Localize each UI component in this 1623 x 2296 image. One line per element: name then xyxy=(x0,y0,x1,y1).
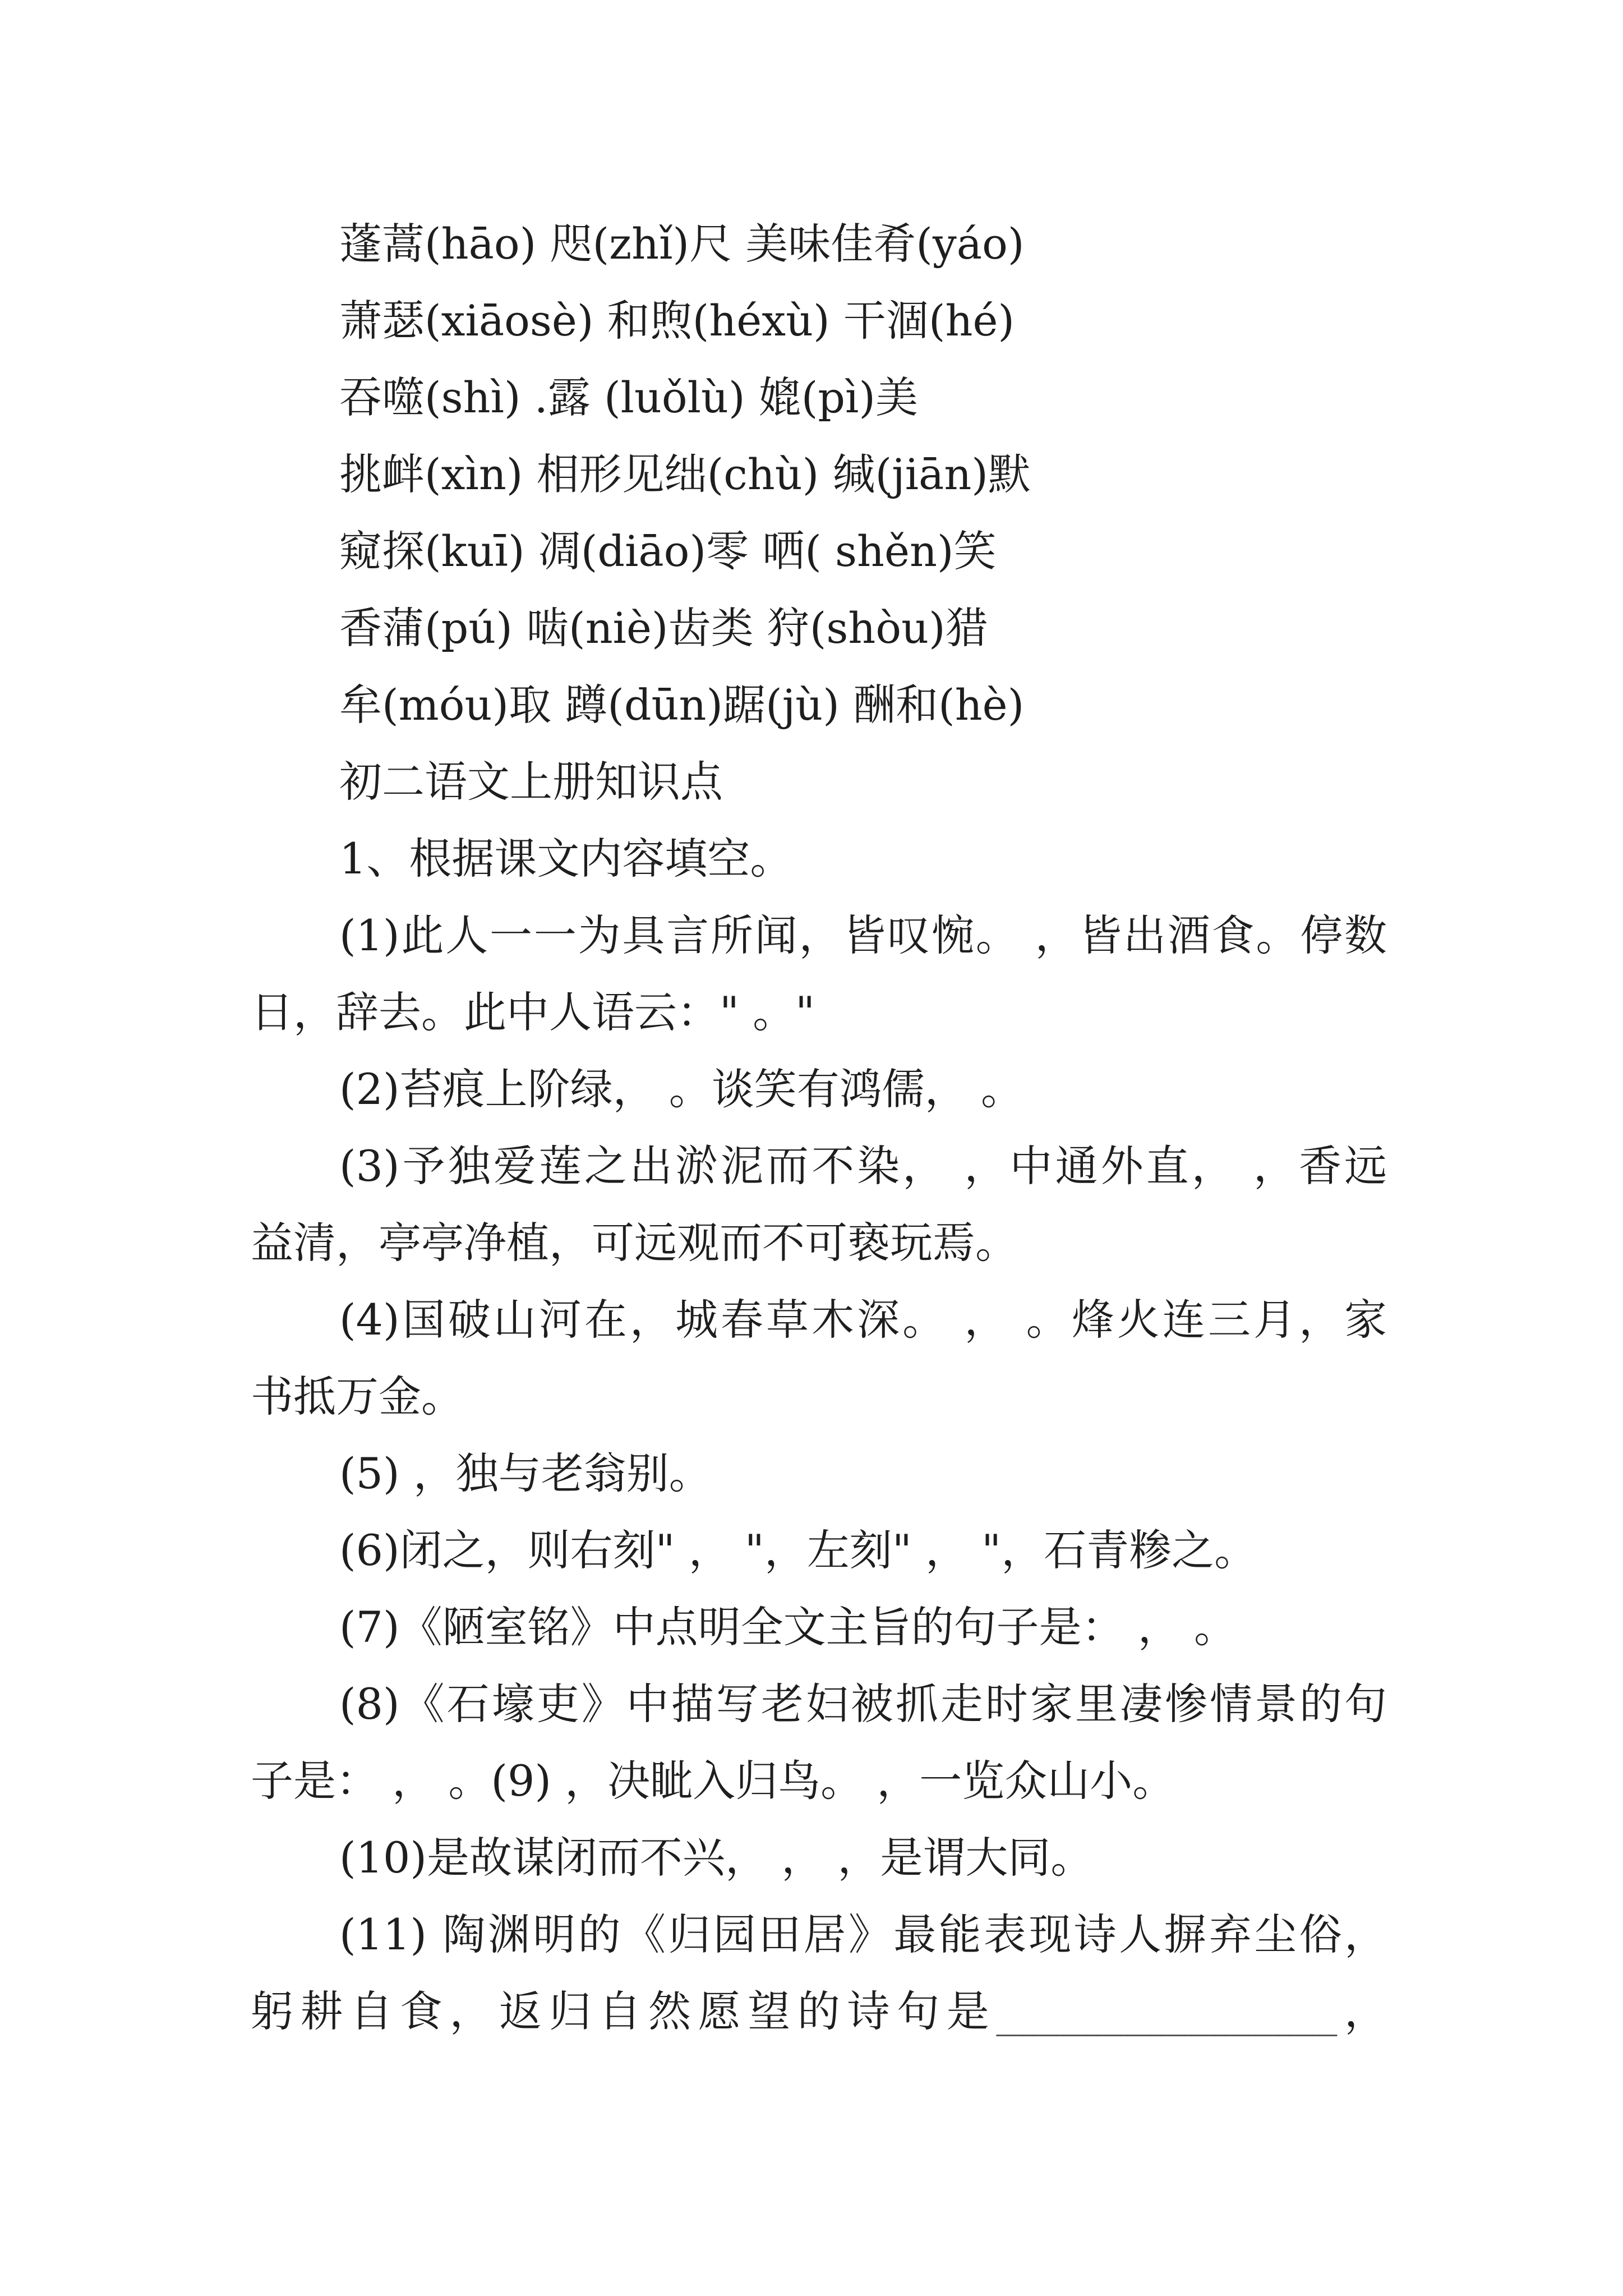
pinyin-line: 蓬蒿(hāo) 咫(zhǐ)尺 美味佳肴(yáo) xyxy=(339,219,1025,269)
fill-item-line: (7)《陋室铭》中点明全文主旨的句子是： ， 。 xyxy=(339,1602,1237,1652)
pinyin-line: 萧瑟(xiāosè) 和煦(héxù) 干涸(hé) xyxy=(339,296,1015,346)
fill-item-8-9 xyxy=(0,1665,1623,1819)
fill-item-line: (6)闭之，则右刻" ， "，左刻" ， "，石青糁之。 xyxy=(339,1525,1257,1575)
fill-item-line: (10)是故谋闭而不兴， ， ，是谓大同。 xyxy=(339,1833,1094,1883)
fill-item-line: (2)苔痕上阶绿， 。谈笑有鸿儒， 。 xyxy=(339,1064,1023,1114)
section-title: 初二语文上册知识点 xyxy=(339,757,723,807)
fill-item-line: (11) 陶渊明的《归园田居》最能表现诗人摒弃尘俗， xyxy=(339,1910,1387,1959)
fill-item-line: 日，辞去。此中人语云：" 。" xyxy=(251,987,815,1037)
fill-item-4 xyxy=(0,1281,1623,1435)
answer-blank: ________________ xyxy=(996,1986,1338,2036)
fill-item-line: (1)此人一一为具言所闻，皆叹惋。 ，皆出酒食。停数 xyxy=(339,910,1387,960)
pinyin-line: 窥探(kuī) 凋(diāo)零 哂( shěn)笑 xyxy=(339,526,997,576)
fill-item-line: (4)国破山河在，城春草木深。 ， 。烽火连三月，家 xyxy=(339,1295,1387,1345)
pinyin-line: 香蒲(pú) 啮(niè)齿类 狩(shòu)猎 xyxy=(339,603,988,653)
fill-item-line: 子是： ， 。(9) ，决眦入归鸟。 ，一览众山小。 xyxy=(251,1756,1175,1806)
fill-item-1 xyxy=(0,897,1623,1051)
question-heading: 1、根据课文内容填空。 xyxy=(339,834,793,884)
pinyin-line: 吞噬(shì) .露 (luǒlù) 媲(pì)美 xyxy=(339,372,919,422)
fill-item-line: (8)《石壕吏》中描写老妇被抓走时家里凄惨情景的句 xyxy=(339,1679,1387,1729)
fill-item-5 xyxy=(0,1435,1623,1512)
fill-item-6 xyxy=(0,1512,1623,1589)
fill-item-2 xyxy=(0,1051,1623,1128)
fill-item-7 xyxy=(0,1589,1623,1665)
fill-item-line: (3)予独爱莲之出淤泥而不染， ，中通外直， ，香远 xyxy=(339,1141,1387,1191)
fill-item-3 xyxy=(0,1128,1623,1281)
fill-item-line: 书抵万金。 xyxy=(251,1372,464,1421)
answer-line-prefix: 躬耕自食，返归自然愿望的诗句是 xyxy=(251,1986,997,2036)
fill-item-line: (5) ，独与老翁别。 xyxy=(339,1448,712,1498)
answer-line xyxy=(0,1973,1387,2050)
fill-item-11 xyxy=(0,1896,1623,2050)
answer-line-suffix: ， xyxy=(1337,1986,1387,2036)
fill-item-10 xyxy=(0,1819,1623,1896)
pinyin-line: 挑衅(xìn) 相形见绌(chù) 缄(jiān)默 xyxy=(339,449,1031,499)
pinyin-line: 牟(móu)取 蹲(dūn)踞(jù) 酬和(hè) xyxy=(339,680,1025,730)
fill-item-line: 益清，亭亭净植，可远观而不可亵玩焉。 xyxy=(251,1218,1018,1268)
